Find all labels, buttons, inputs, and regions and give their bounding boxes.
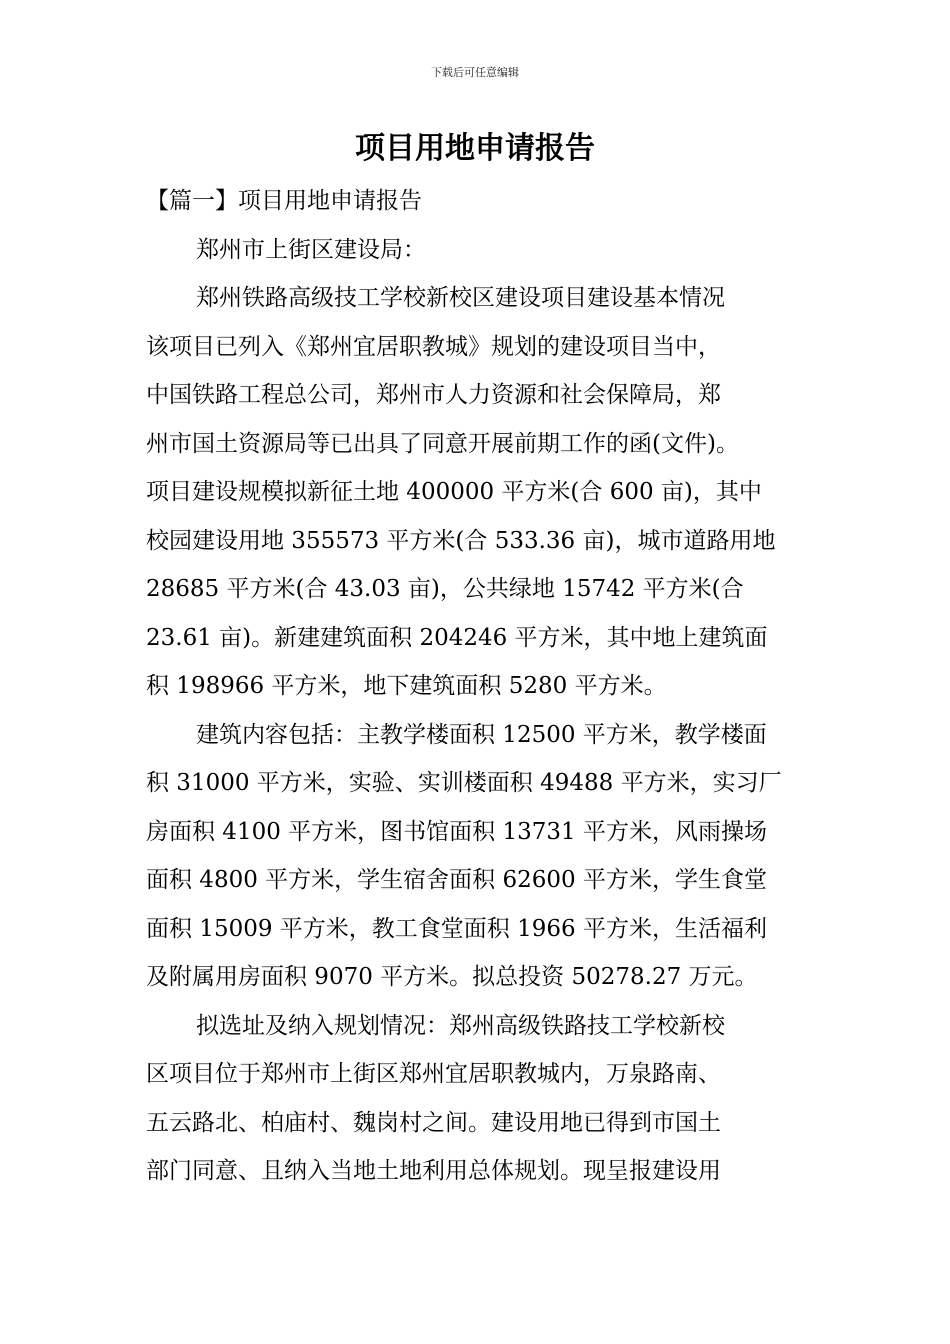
text-line: 州市国土资源局等已出具了同意开展前期工作的函(文件)。	[146, 430, 739, 457]
text-line: 校园建设用地 355573 平方米(合 533.36 亩)，城市道路用地	[146, 527, 776, 554]
document-body	[146, 177, 816, 1196]
text-line: 28685 平方米(合 43.03 亩)，公共绿地 15742 平方米(合	[146, 576, 744, 602]
text-line: 郑州市上街区建设局：	[196, 236, 426, 263]
text-line: 积 198966 平方米，地下建筑面积 5280 平方米。	[146, 673, 667, 699]
text-line: 面积 15009 平方米，教工食堂面积 1966 平方米，生活福利	[146, 915, 767, 942]
text-line: 项目建设规模拟新征土地 400000 平方米(合 600 亩)，其中	[146, 479, 762, 505]
text-line: 积 31000 平方米，实验、实训楼面积 49488 平方米，实习厂	[146, 770, 782, 796]
text-line: 郑州铁路高级技工学校新校区建设项目建设基本情况	[196, 285, 725, 311]
text-line: 区项目位于郑州市上街区郑州宜居职教城内，万泉路南、	[146, 1061, 721, 1087]
text-line: 拟选址及纳入规划情况：郑州高级铁路技工学校新校	[196, 1012, 725, 1039]
text-line: 部门同意、且纳入当地土地利用总体规划。现呈报建设用	[146, 1158, 721, 1184]
text-line: 中国铁路工程总公司，郑州市人力资源和社会保障局，郑	[146, 382, 721, 408]
text-line: 建筑内容包括：主教学楼面积 12500 平方米，教学楼面	[196, 721, 767, 748]
text-line: 23.61 亩)。新建建筑面积 204246 平方米，其中地上建筑面	[146, 624, 768, 651]
text-line: 及附属用房面积 9070 平方米。拟总投资 50278.27 万元。	[146, 964, 758, 990]
text-line: 【篇一】项目用地申请报告	[146, 188, 422, 214]
text-line: 房面积 4100 平方米，图书馆面积 13731 平方米，风雨操场	[146, 818, 767, 845]
document-title: 项目用地申请报告	[355, 131, 595, 166]
text-line: 该项目已列入《郑州宜居职教城》规划的建设项目当中，	[146, 333, 721, 360]
text-line: 面积 4800 平方米，学生宿舍面积 62600 平方米，学生食堂	[146, 867, 767, 893]
text-line: 五云路北、柏庙村、魏岗村之间。建设用地已得到市国土	[146, 1109, 721, 1136]
header-note: 下载后可任意编辑	[431, 66, 519, 79]
